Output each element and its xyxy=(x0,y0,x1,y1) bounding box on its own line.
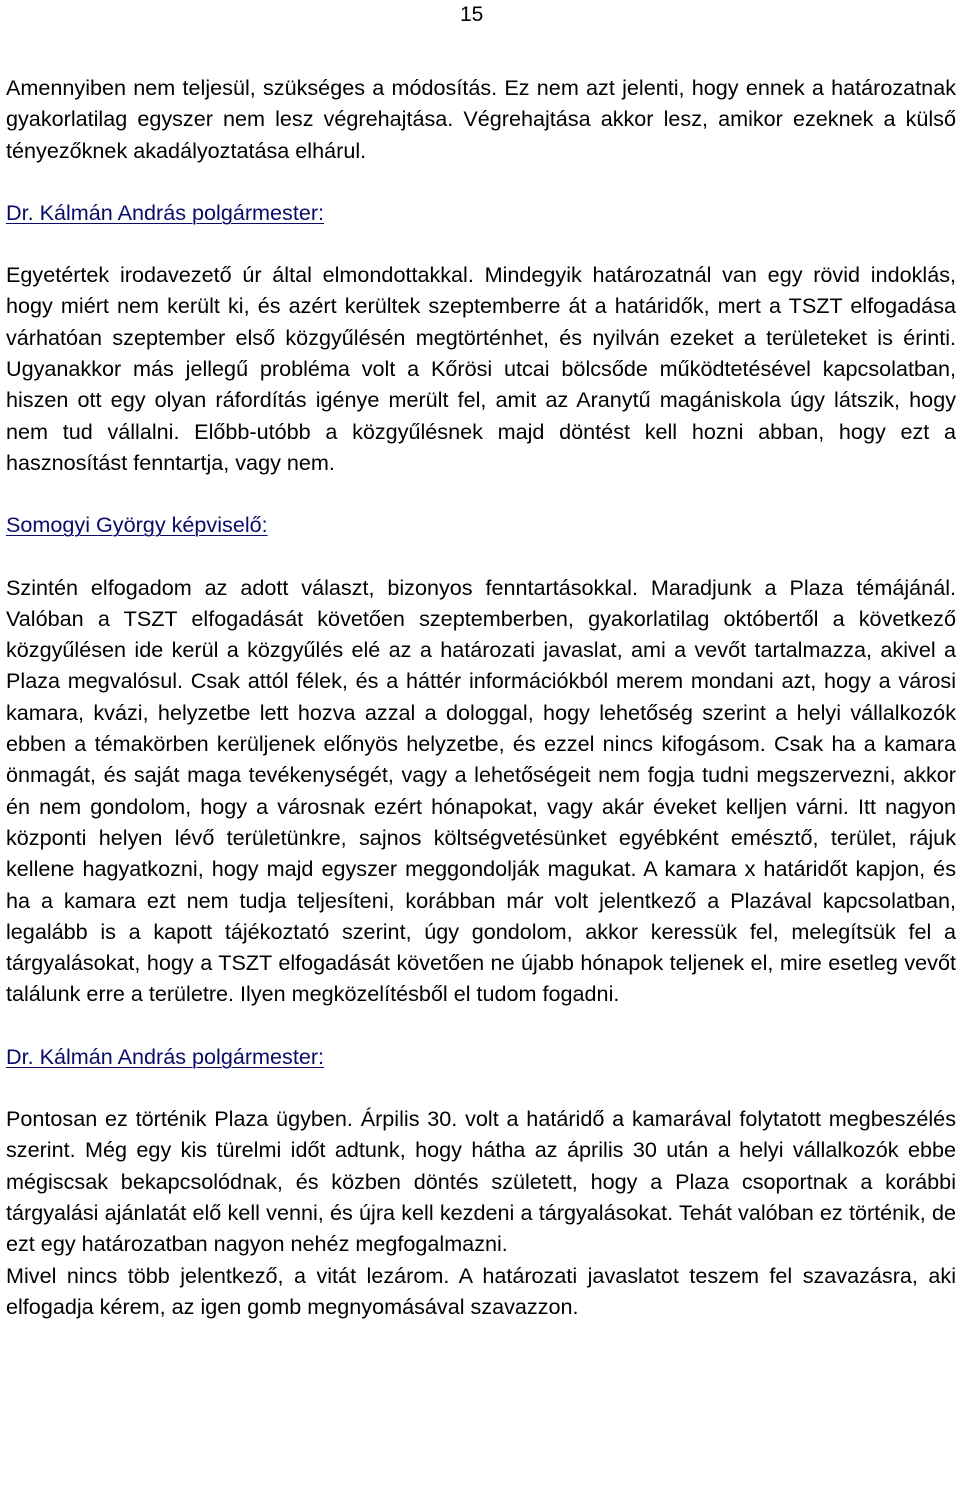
page-number: 15 xyxy=(460,3,484,26)
paragraph: Szintén elfogadom az adott választ, bizonyos fenntartásokkal. Maradjunk a Plaza témájánál. Valóban a TSZT elfogadását követően szeptemberben, gyakorlatilag októbertől a következő közgyűlésen ide kerül a közgyűlés elé az a határozati javaslat, ami a vevőt tartalmazza, akivel a Plaza megvalósul. Csak attól félek, és a háttér információkból merem mondani azt, hogy a városi kamara, kvázi, helyzetbe lett hozva azzal a dologgal, hogy lehetőség szerint a helyi vállalkozók ebben a témakörben kerüljenek előnyös helyzetbe, és ezzel nincs kifogásom. Csak ha a kamara önmagát, és saját maga tevékenységét, vagy a lehetőségeit nem fogja tudni megszervezni, akkor én nem gondolom, hogy a városnak ezért hónapokat, vagy akár éveket kelljen várni. Itt nagyon központi helyen lévő területünkre, sajnos költségvetésünket egyébként emésztő, terület, rájuk kellene hagyatkozni, hogy majd egyszer meggondolják magukat. A kamara x határidőt kapjon, és ha a kamara ezt nem tudja teljesíteni, korábban már volt jelentkező a Plazával kapcsolatban, legalább is a kapott tájékoztató szerint, úgy gondolom, akkor keressük fel, melegítsük fel a tárgyalásokat, hogy a TSZT elfogadását követően ne újabb hónapok teljenek el, mire esetleg vevőt találunk erre a területre. Ilyen megközelítésből el tudom fogadni. xyxy=(6,574,956,1007)
paragraph: Mivel nincs több jelentkező, a vitát lezárom. A határozati javaslatot teszem fel szavazásra, aki elfogadja kérem, az igen gomb megnyomásával szavazzon. xyxy=(6,1262,956,1319)
paragraph: Egyetértek irodavezető úr által elmondottakkal. Mindegyik határozatnál van egy rövid indoklás, hogy miért nem került ki, és azért kerültek szeptemberre át a határidők, mert a TSZT elfogadása várhatóan szeptember első közgyűlésén megtörténhet, és nyilván ezeket a területeket is érinti. Ugyanakkor más jellegű probléma volt a Kőrösi utcai bölcsőde működtetésével kapcsolatban, hiszen ott egy olyan ráfordítás igénye merült fel, amit az Aranytű magániskola úgy látszik, hogy nem tud vállalni. Előbb-utóbb a közgyűlésnek majd döntést kell hozni abban, hogy ezt a hasznosítást fenntartja, vagy nem. xyxy=(6,262,956,475)
speaker-heading: Dr. Kálmán András polgármester: xyxy=(6,1043,325,1069)
speaker-heading: Somogyi György képviselő: xyxy=(6,512,268,538)
document-body xyxy=(6,72,956,1322)
paragraph: Amennyiben nem teljesül, szükséges a módosítás. Ez nem azt jelenti, hogy ennek a határozatnak gyakorlatilag egyszer nem lesz végrehajtása. Végrehajtása akkor lesz, amikor ezeknek a külső tényezőknek akadályoztatása elhárul. xyxy=(6,75,956,163)
speaker-heading: Dr. Kálmán András polgármester: xyxy=(6,199,325,225)
paragraph: Pontosan ez történik Plaza ügyben. Árpilis 30. volt a határidő a kamarával folytatott megbeszélés szerint. Még egy kis türelmi időt adtunk, hogy hátha az április 30 után a helyi vállalkozók ebbe mégiscsak bekapcsolódnak, és közben döntés született, hogy a Plaza csoportnak a korábbi tárgyalási ajánlatát elő kell venni, és újra kell kezdeni a tárgyalásokat. Tehát valóban ez történik, de ezt egy határozatban nagyon nehéz megfogalmazni. xyxy=(6,1106,956,1257)
